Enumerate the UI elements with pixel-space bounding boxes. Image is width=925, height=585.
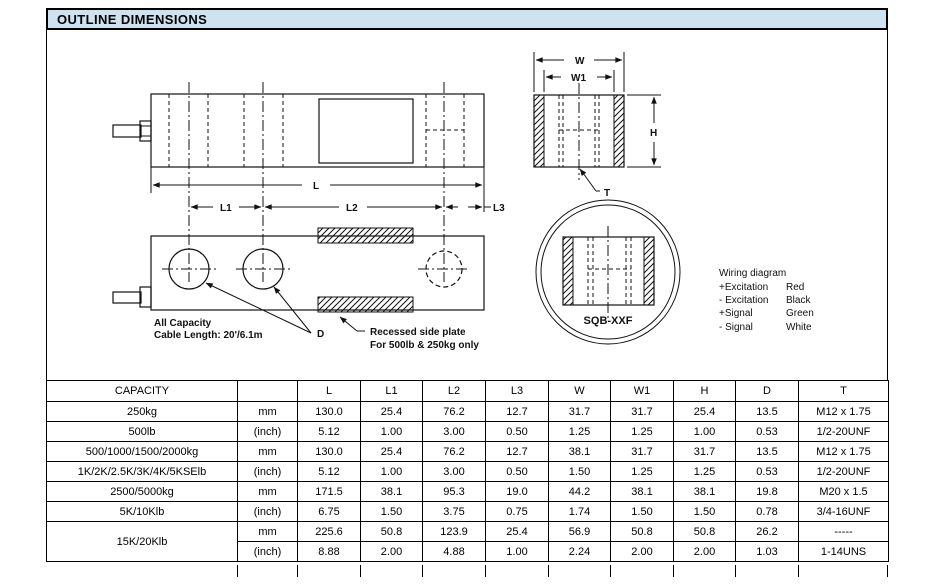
table-column-stub — [422, 565, 423, 577]
value-cell: 4.88 — [423, 542, 486, 562]
value-cell: 3/4-16UNF — [799, 502, 889, 522]
table-header-row — [47, 381, 889, 402]
value-cell: 1.50 — [361, 502, 423, 522]
value-cell: 0.53 — [736, 462, 799, 482]
value-cell: 1.25 — [611, 462, 674, 482]
value-cell: 25.4 — [674, 402, 736, 422]
table-row — [47, 402, 889, 422]
model-label: SQB-XXF — [583, 315, 633, 327]
value-cell: 1.74 — [549, 502, 611, 522]
wiring-label: - Excitation — [719, 295, 769, 306]
value-cell: 3.75 — [423, 502, 486, 522]
value-cell: M20 x 1.5 — [799, 482, 889, 502]
dimensions-table — [46, 380, 889, 562]
value-cell: 38.1 — [549, 442, 611, 462]
col-header-L3: L3 — [486, 381, 549, 402]
table-column-stub — [610, 565, 611, 577]
wiring-title: Wiring diagram — [719, 268, 787, 279]
value-cell: 25.4 — [361, 402, 423, 422]
value-cell: 50.8 — [674, 522, 736, 542]
value-cell: 130.0 — [298, 402, 361, 422]
value-cell: 2.24 — [549, 542, 611, 562]
table-row — [47, 462, 889, 482]
unit-cell: (inch) — [238, 422, 298, 442]
capacity-cell: 5K/10Klb — [47, 502, 238, 522]
value-cell: 5.12 — [298, 462, 361, 482]
end-view — [534, 83, 624, 180]
table-column-stub — [237, 565, 238, 577]
col-header-T: T — [799, 381, 889, 402]
value-cell: 1.50 — [549, 462, 611, 482]
col-header-W1: W1 — [611, 381, 674, 402]
table-row — [47, 442, 889, 462]
table-row — [47, 482, 889, 502]
dim-label-W1: W1 — [571, 73, 586, 84]
capacity-cell: 1K/2K/2.5K/3K/4K/5KSElb — [47, 462, 238, 482]
value-cell: 12.7 — [486, 402, 549, 422]
value-cell: 2.00 — [361, 542, 423, 562]
wiring-color: White — [786, 322, 812, 333]
dim-label-T: T — [604, 188, 611, 199]
unit-cell: mm — [238, 522, 298, 542]
dim-label-L1: L1 — [220, 203, 232, 214]
dim-label-L: L — [313, 181, 320, 192]
value-cell: 1.03 — [736, 542, 799, 562]
capacity-cell: 500lb — [47, 422, 238, 442]
side-view — [113, 82, 484, 282]
value-cell: 50.8 — [611, 522, 674, 542]
value-cell: 76.2 — [423, 402, 486, 422]
value-cell: 3.00 — [423, 462, 486, 482]
value-cell: 1.25 — [611, 422, 674, 442]
value-cell: 1.00 — [486, 542, 549, 562]
value-cell: 38.1 — [674, 482, 736, 502]
value-cell: 19.0 — [486, 482, 549, 502]
bottom-view — [113, 228, 484, 312]
table-bottom-stubs — [46, 565, 888, 578]
section-header-bar — [46, 8, 888, 30]
value-cell: 26.2 — [736, 522, 799, 542]
value-cell: 38.1 — [361, 482, 423, 502]
unit-cell: mm — [238, 402, 298, 422]
value-cell: 1.25 — [549, 422, 611, 442]
unit-cell: (inch) — [238, 502, 298, 522]
value-cell: 1.00 — [674, 422, 736, 442]
value-cell: 25.4 — [486, 522, 549, 542]
unit-cell: mm — [238, 442, 298, 462]
end-view-dimensions — [534, 52, 661, 191]
table-column-stub — [548, 565, 549, 577]
value-cell: 38.1 — [611, 482, 674, 502]
dim-label-W: W — [575, 56, 585, 67]
value-cell: 1.50 — [674, 502, 736, 522]
value-cell: 31.7 — [549, 402, 611, 422]
length-dimensions — [151, 167, 491, 212]
value-cell: 5.12 — [298, 422, 361, 442]
unit-cell: mm — [238, 482, 298, 502]
note-recessed-line2: For 500lb & 250kg only — [370, 340, 479, 351]
col-header-D: D — [736, 381, 799, 402]
table-row — [47, 522, 889, 542]
value-cell: 0.75 — [486, 502, 549, 522]
value-cell: 6.75 — [298, 502, 361, 522]
table-column-stub — [360, 565, 361, 577]
value-cell: 56.9 — [549, 522, 611, 542]
table-column-stub — [297, 565, 298, 577]
value-cell: 1/2-20UNF — [799, 462, 889, 482]
dim-label-L2: L2 — [346, 203, 358, 214]
col-header-L1: L1 — [361, 381, 423, 402]
value-cell: 31.7 — [674, 442, 736, 462]
value-cell: 76.2 — [423, 442, 486, 462]
wiring-label: - Signal — [719, 322, 753, 333]
col-header-unit — [238, 381, 298, 402]
value-cell: 130.0 — [298, 442, 361, 462]
capacity-cell: 15K/20Klb — [47, 522, 238, 562]
section-title: OUTLINE DIMENSIONS — [57, 11, 208, 27]
value-cell: 31.7 — [611, 402, 674, 422]
table-column-stub — [887, 565, 888, 577]
value-cell: 8.88 — [298, 542, 361, 562]
capacity-cell: 250kg — [47, 402, 238, 422]
dim-label-H: H — [650, 128, 658, 139]
note-all-capacity-line1: All Capacity — [154, 318, 212, 329]
note-all-capacity-line2: Cable Length: 20'/6.1m — [154, 330, 263, 341]
capacity-cell: 500/1000/1500/2000kg — [47, 442, 238, 462]
value-cell: 2.00 — [674, 542, 736, 562]
capacity-cell: 2500/5000kg — [47, 482, 238, 502]
value-cell: 0.53 — [736, 422, 799, 442]
note-recessed-line1: Recessed side plate — [370, 327, 466, 338]
value-cell: 1-14UNS — [799, 542, 889, 562]
value-cell: 171.5 — [298, 482, 361, 502]
value-cell: 50.8 — [361, 522, 423, 542]
value-cell: 44.2 — [549, 482, 611, 502]
col-header-W: W — [549, 381, 611, 402]
dimensions-table-body — [47, 402, 889, 562]
value-cell: 225.6 — [298, 522, 361, 542]
value-cell: 1/2-20UNF — [799, 422, 889, 442]
value-cell: 0.50 — [486, 462, 549, 482]
value-cell: 12.7 — [486, 442, 549, 462]
value-cell: 1.25 — [674, 462, 736, 482]
value-cell: M12 x 1.75 — [799, 442, 889, 462]
table-column-stub — [485, 565, 486, 577]
value-cell: 2.00 — [611, 542, 674, 562]
wiring-color: Black — [786, 295, 811, 306]
value-cell: 0.50 — [486, 422, 549, 442]
outline-drawing-area — [46, 30, 888, 380]
value-cell: 3.00 — [423, 422, 486, 442]
col-header-capacity: CAPACITY — [47, 381, 238, 402]
value-cell: 1.00 — [361, 422, 423, 442]
value-cell: 0.78 — [736, 502, 799, 522]
table-column-stub — [735, 565, 736, 577]
wiring-label: +Signal — [719, 308, 753, 319]
wiring-color: Green — [786, 308, 814, 319]
value-cell: 95.3 — [423, 482, 486, 502]
value-cell: ----- — [799, 522, 889, 542]
value-cell: 13.5 — [736, 402, 799, 422]
col-header-L: L — [298, 381, 361, 402]
value-cell: 31.7 — [611, 442, 674, 462]
value-cell: 13.5 — [736, 442, 799, 462]
table-row — [47, 502, 889, 522]
col-header-H: H — [674, 381, 736, 402]
unit-cell: (inch) — [238, 542, 298, 562]
table-row — [47, 422, 889, 442]
wiring-label: +Excitation — [719, 282, 769, 293]
wiring-diagram — [719, 268, 814, 333]
wiring-color: Red — [786, 282, 805, 293]
dim-label-D: D — [317, 329, 325, 340]
value-cell: 19.8 — [736, 482, 799, 502]
value-cell: 25.4 — [361, 442, 423, 462]
col-header-L2: L2 — [423, 381, 486, 402]
datasheet-panel — [46, 8, 888, 562]
value-cell: M12 x 1.75 — [799, 402, 889, 422]
unit-cell: (inch) — [238, 462, 298, 482]
technical-drawing — [47, 30, 887, 380]
table-column-stub — [673, 565, 674, 577]
table-column-stub — [798, 565, 799, 577]
value-cell: 1.00 — [361, 462, 423, 482]
value-cell: 1.50 — [611, 502, 674, 522]
value-cell: 123.9 — [423, 522, 486, 542]
dim-label-L3: L3 — [493, 203, 505, 214]
